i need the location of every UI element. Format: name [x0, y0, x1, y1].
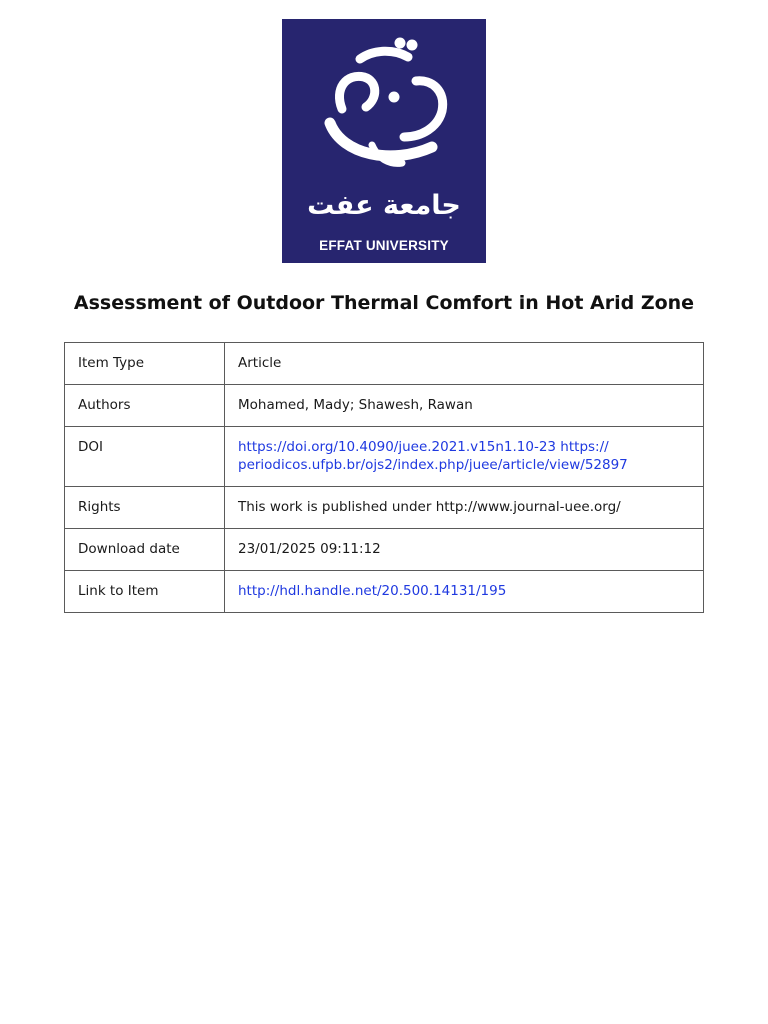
table-row: [65, 487, 704, 529]
row-value-item-type: Article: [225, 343, 704, 385]
row-label-doi: DOI: [65, 427, 225, 487]
row-label-item-type: Item Type: [65, 343, 225, 385]
row-label-download-date: Download date: [65, 529, 225, 571]
table-row: [65, 427, 704, 487]
table-row: [65, 529, 704, 571]
logo-english-name: EFFAT UNIVERSITY: [319, 238, 449, 253]
logo-arabic-name: جامعة عفت: [307, 190, 461, 221]
row-value-rights: This work is published under http://www.journal-uee.org/: [225, 487, 704, 529]
row-label-authors: Authors: [65, 385, 225, 427]
table-row: [65, 343, 704, 385]
doi-link-line1: https://doi.org/10.4090/juee.2021.v15n1.10-23 https://: [238, 439, 609, 455]
row-label-link-to-item: Link to Item: [65, 571, 225, 613]
row-label-rights: Rights: [65, 487, 225, 529]
row-value-download-date: 23/01/2025 09:11:12: [225, 529, 704, 571]
doi-link[interactable]: [238, 439, 628, 473]
item-handle-link[interactable]: http://hdl.handle.net/20.500.14131/195: [238, 583, 507, 599]
document-title: Assessment of Outdoor Thermal Comfort in Hot Arid Zone: [73, 292, 695, 314]
row-value-authors: Mohamed, Mady; Shawesh, Rawan: [225, 385, 704, 427]
table-row: [65, 571, 704, 613]
row-value-doi: [225, 427, 704, 487]
table-row: [65, 385, 704, 427]
doi-link-line2: periodicos.ufpb.br/ojs2/index.php/juee/article/view/52897: [238, 457, 628, 473]
metadata-table: [64, 342, 704, 613]
calligraphy-emblem-icon: [282, 19, 486, 189]
effat-university-logo: [282, 19, 486, 263]
row-value-link-to-item: [225, 571, 704, 613]
